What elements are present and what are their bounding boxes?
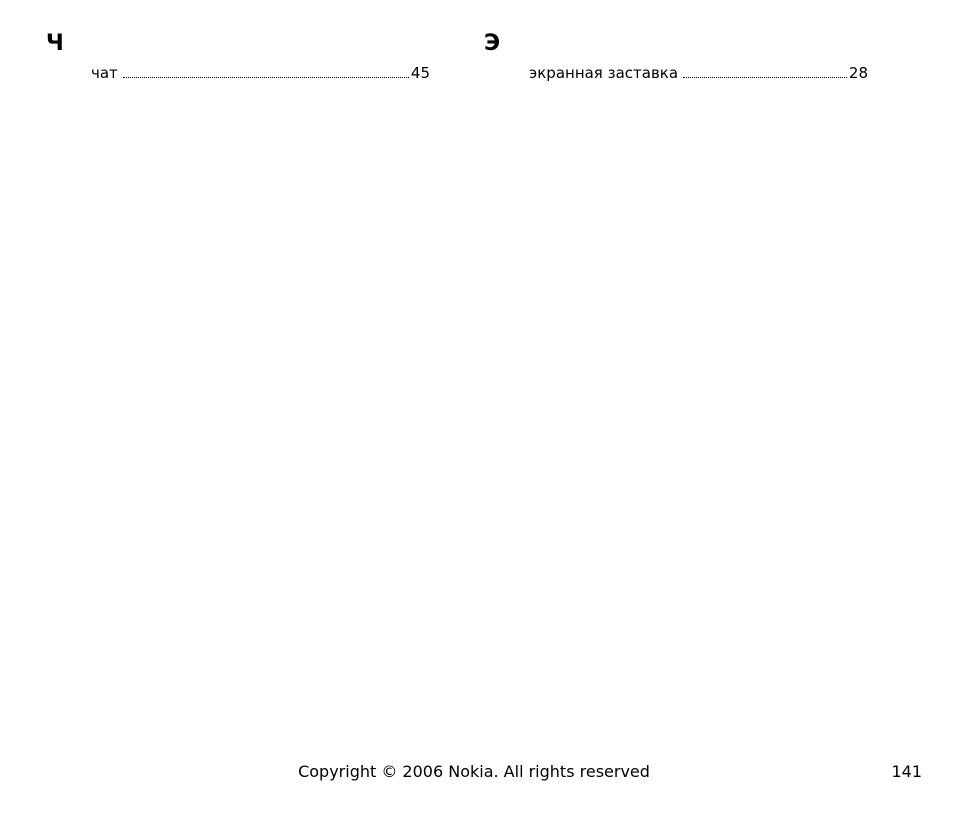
index-term: экранная заставка <box>529 64 679 82</box>
section-letter: Э <box>484 31 501 56</box>
index-column-left <box>46 30 430 83</box>
dot-leader <box>123 65 409 78</box>
dot-leader <box>683 65 847 78</box>
index-entry <box>91 63 430 83</box>
page-number: 141 <box>891 762 922 781</box>
index-page-ref: 45 <box>410 64 430 82</box>
page-footer <box>0 761 954 783</box>
index-term: чат <box>91 64 118 82</box>
section-letter: Ч <box>46 31 64 56</box>
index-page-ref: 28 <box>848 64 868 82</box>
copyright-notice: Copyright © 2006 Nokia. All rights reserved <box>298 762 650 781</box>
index-entry <box>529 63 868 83</box>
index-column-right <box>484 30 868 83</box>
